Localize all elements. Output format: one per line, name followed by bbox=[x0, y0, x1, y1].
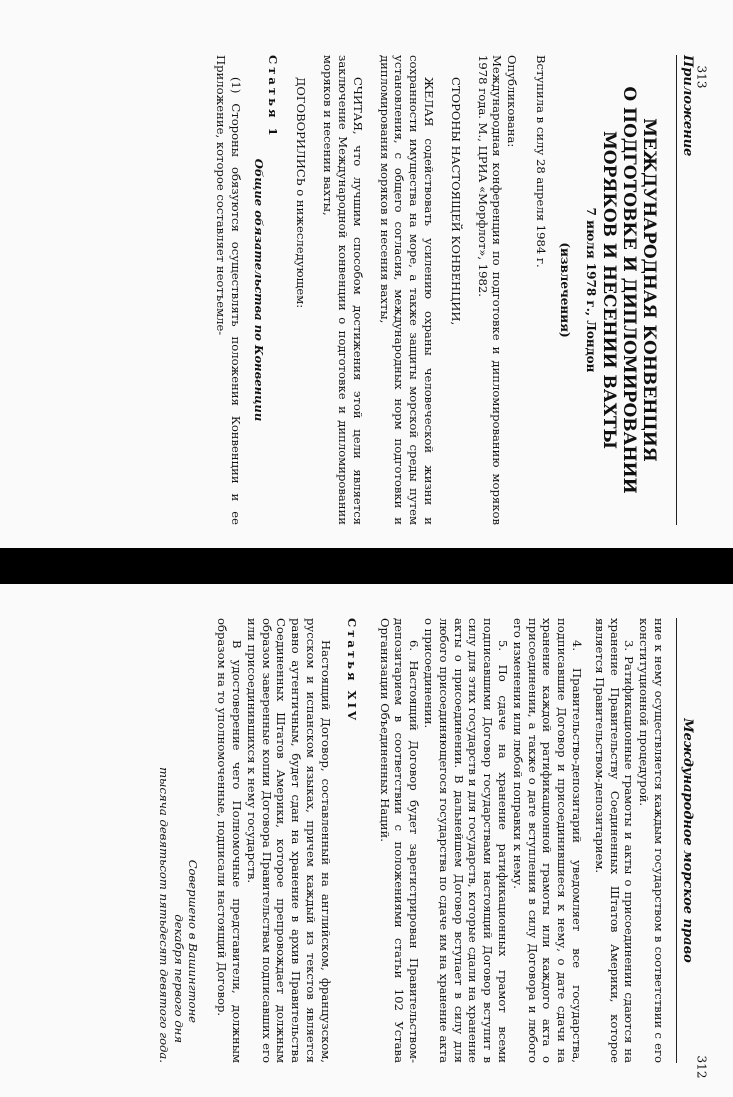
page-313 bbox=[13, 55, 703, 525]
page-number: 312 bbox=[694, 1055, 709, 1079]
article-subtitle: Общие обязательства по Конвенции bbox=[251, 158, 266, 422]
article-heading: Статья XIV bbox=[344, 618, 359, 723]
title-line: МЕЖДУНАРОДНАЯ КОНВЕНЦИЯ bbox=[639, 118, 659, 462]
published-text: Международная конференция по подготовке и дипломированию моряков 1978 года. М., ЦРИА «Морфлот», 1982. bbox=[475, 55, 505, 525]
running-head: Международное морское право bbox=[680, 718, 695, 963]
title-line: МОРЯКОВ И НЕСЕНИИ ВАХТЫ bbox=[599, 130, 619, 450]
header-rule bbox=[676, 55, 677, 525]
published-label: Опубликована: bbox=[505, 55, 520, 148]
header-rule bbox=[676, 618, 677, 1063]
paragraph: 5. По сдаче на хранение ратификационных грамот всеми подписавшими Договор государствами настоящий Договор вступит в силу для этих государств и для государств, которые сдали на хранение акты о присоединении. В дальнейшем Договор вступает в силу для любого присоединяющегося государства по сдаче им на хранение акта о присоединении. bbox=[422, 618, 511, 1063]
article-heading: Статья 1 bbox=[265, 55, 280, 139]
paragraph: 3. Ратификационные грамоты и акты о присоединении сдаются на хранение Правительству Соединенных Штатов Америки, которое является Правительством-депозитарием. bbox=[592, 618, 637, 1063]
running-head: Приложение bbox=[680, 55, 695, 157]
extract-note: (извлечения) bbox=[558, 242, 572, 338]
signoff-line: Совершено в Вашингтоне bbox=[186, 859, 201, 1023]
agreed-clause: ДОГОВОРИЛИСЬ о нижеследующем: bbox=[294, 77, 309, 309]
paragraph: Настоящий Договор, составленный на английском, французском, русском и испанском языках, причем каждый из текстов является равно аутентичным, будет сдан на хранение в архив Правительства Соединенных Штатов Америки, которое препровождает должным образом заверенные копии Договора Правительствам подписавших его или присоединившихся к нему государств. bbox=[244, 618, 333, 1063]
desiring-clause: ЖЕЛАЯ содействовать усилению охраны человеческой жизни и сохранности имущества на море, а также защиты морской среды путем установления, с общего согласия, международных норм подготовки и дипломирования моряков и несения вахты, bbox=[377, 55, 437, 525]
title-line: О ПОДГОТОВКЕ И ДИПЛОМИРОВАНИИ bbox=[619, 86, 639, 494]
paragraph: 6. Настоящий Договор будет зарегистрирован Правительством-депозитарием в соответствии с положениями статьи 102 Устава Организации Объединенных Наций. bbox=[377, 618, 422, 1063]
page-312 bbox=[93, 618, 703, 1063]
paragraph: ние к нему осуществляется каждым государством в соответствии с его конституционной процедурой. bbox=[637, 618, 666, 1063]
subtitle: 7 июля 1978 г., Лондон bbox=[584, 207, 598, 373]
signoff-line: декабря первого дня bbox=[171, 914, 186, 1043]
in-force-date: Вступила в силу 28 апреля 1984 г. bbox=[534, 55, 548, 268]
signoff-line: тысяча девятьсот пятьдесят девятого года. bbox=[156, 767, 171, 1063]
considering-clause: СЧИТАЯ, что лучшим способом достижения этой цели является заключение Международной конвенции о подготовке и дипломировании моряков и несении вахты, bbox=[321, 55, 365, 525]
gutter-shadow bbox=[0, 548, 733, 584]
parties-clause: СТОРОНЫ НАСТОЯЩЕЙ КОНВЕНЦИИ, bbox=[448, 77, 463, 326]
paragraph: (1) Стороны обязуются осуществлять положения Конвенции и ее Приложение, которое составляет неотъемле- bbox=[214, 55, 243, 525]
page-number: 313 bbox=[694, 65, 709, 89]
paragraph: 4. Правительство-депозитарий уведомляет все государства, подписавшие Договор и присоединившиеся к нему, о дате сдачи на хранение каждой ратификационной грамоты или каждого акта о присоединении, а также о дате вступления в силу Договора и любого его изменения или любой поправки к нему. bbox=[510, 618, 585, 1063]
paragraph: В удостоверение чего Полномочные представители, должным образом на то уполномоченные, подписали настоящий Договор. bbox=[215, 618, 245, 1063]
